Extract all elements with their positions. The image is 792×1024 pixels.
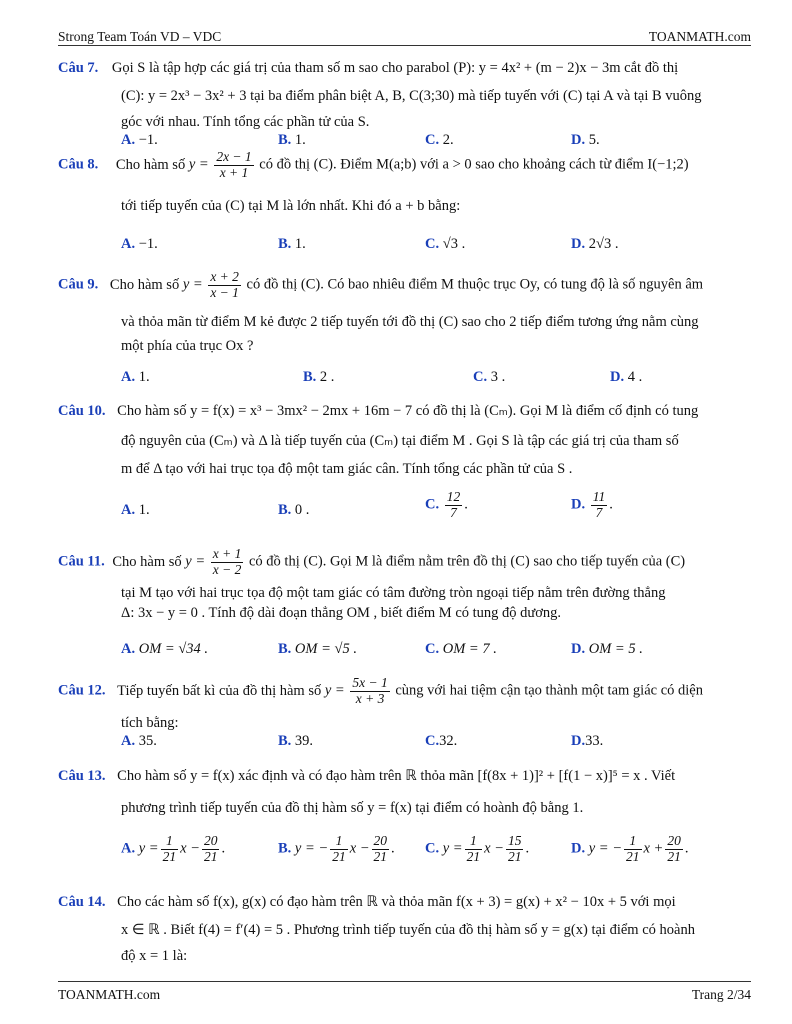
question-text: tại M tạo với hai trục tọa độ một tam giác có tâm đường tròn ngoại tiếp nằm trên đường thẳng — [121, 585, 666, 601]
option-a[interactable]: A. 1. — [121, 502, 150, 518]
option-b[interactable]: B. y = − $\frac{1}{21}$ x − $\frac{20}{21}$ . — [278, 833, 395, 864]
question-text: và thỏa mãn từ điểm M kẻ được 2 tiếp tuyến tới đồ thị (C) sao cho 2 tiếp điểm tương ứng nằm cùng — [121, 314, 699, 330]
option-d[interactable]: D. $\frac{11}{7}$ . — [571, 489, 613, 520]
option-d[interactable]: D. 5. — [571, 132, 600, 148]
option-d[interactable]: D. OM = 5 . — [571, 641, 643, 657]
option-d[interactable]: D. 4 . — [610, 369, 643, 385]
question-text: m để Δ tạo với hai trục tọa độ một tam giác cân. Tính tổng các phần tử của S . — [121, 461, 573, 477]
question-text: Cho hàm số y = f(x) = x³ − 3mx² − 2mx + 16m − 7 có đồ thị là (Cₘ). Gọi M là điểm cố định có tung — [117, 403, 699, 419]
option-c[interactable]: C.32. — [425, 733, 458, 749]
option-b[interactable]: B. 39. — [278, 733, 314, 749]
question-text: Cho hàm số y = f(x) xác định và có đạo hàm trên ℝ thỏa mãn [f(8x + 1)]² + [f(1 − x)]⁵ = x . Viết — [117, 768, 676, 784]
option-b[interactable]: B. 1. — [278, 236, 306, 252]
question-label: Câu 12. — [58, 682, 106, 699]
question-text: phương trình tiếp tuyến của đồ thị hàm số y = f(x) tại điểm có hoành độ bằng 1. — [121, 800, 584, 816]
option-a[interactable]: A. y = $\frac{1}{21}$ x − $\frac{20}{21}$ . — [121, 833, 226, 864]
question-text: một phía của trục Ox ? — [121, 338, 254, 354]
option-a[interactable]: A. −1. — [121, 132, 158, 148]
question-text: độ x = 1 là: — [121, 948, 188, 964]
option-c[interactable]: C. 2. — [425, 132, 454, 148]
question-label: Câu 7. — [58, 60, 99, 76]
option-c[interactable]: C. OM = 7 . — [425, 641, 497, 657]
question-text: Gọi S là tập hợp các giá trị của tham số m sao cho parabol (P): y = 4x² + (m − 2)x − 3m cắt đồ thị — [111, 60, 679, 76]
page-footer — [58, 981, 751, 1004]
page-header — [58, 27, 751, 46]
option-c[interactable]: C. 3 . — [473, 369, 506, 385]
question-text: Cho các hàm số f(x), g(x) có đạo hàm trên ℝ và thỏa mãn f(x + 3) = g(x) + x² − 10x + 5 với mọi — [117, 894, 676, 910]
question-label: Câu 8. — [58, 156, 99, 173]
option-a[interactable]: A. 35. — [121, 733, 157, 749]
fraction: $\frac{2x - 1}{x + 1}$ — [216, 149, 252, 180]
footer-left: TOANMATH.com — [58, 987, 161, 1002]
option-d[interactable]: D. 2√3 . — [571, 236, 619, 252]
question-text: góc với nhau. Tính tổng các phần tử của S. — [121, 114, 370, 130]
question-label: Câu 10. — [58, 403, 106, 419]
fraction: $\frac{5x - 1}{x + 3}$ — [352, 675, 388, 706]
page-number: Trang 2/34 — [691, 987, 751, 1002]
question-label: Câu 9. — [58, 276, 99, 293]
option-a[interactable]: A. 1. — [121, 369, 150, 385]
question-text: Δ: 3x − y = 0 . Tính độ dài đoạn thẳng OM , biết điểm M có tung độ dương. — [121, 605, 562, 621]
option-d[interactable]: D. y = − $\frac{1}{21}$ x + $\frac{20}{21}$ . — [571, 833, 689, 864]
option-d[interactable]: D.33. — [571, 733, 604, 749]
question-text: (C): y = 2x³ − 3x² + 3 tại ba điểm phân biệt A, B, C(3;30) mà tiếp tuyến với (C) tại A và tại B vuông — [121, 88, 702, 104]
option-b[interactable]: B. OM = √5 . — [278, 641, 357, 657]
question-label: Câu 14. — [58, 894, 106, 910]
option-c[interactable]: C. √3 . — [425, 236, 466, 252]
fraction: $\frac{x + 1}{x - 2}$ — [212, 546, 242, 577]
question-label: Câu 13. — [58, 768, 106, 784]
question-text: x ∈ ℝ . Biết f(4) = f′(4) = 5 . Phương trình tiếp tuyến của đồ thị hàm số y = g(x) tại điểm có hoành — [121, 922, 695, 938]
option-a[interactable]: A. OM = √34 . — [121, 641, 209, 657]
option-c[interactable]: C. y = $\frac{1}{21}$ x − $\frac{15}{21}$ . — [425, 833, 530, 864]
question-text: tích bằng: — [121, 715, 179, 731]
header-left: Strong Team Toán VD – VDC — [58, 29, 222, 44]
option-b[interactable]: B. 2 . — [303, 369, 335, 385]
option-c[interactable]: C. $\frac{12}{7}$ . — [425, 489, 468, 520]
header-right: TOANMATH.com — [648, 29, 751, 44]
question-text: tới tiếp tuyến của (C) tại M là lớn nhất. Khi đó a + b bằng: — [121, 198, 461, 214]
question-label: Câu 11. — [58, 553, 105, 570]
option-b[interactable]: B. 1. — [278, 132, 306, 148]
option-a[interactable]: A. −1. — [121, 236, 158, 252]
option-b[interactable]: B. 0 . — [278, 502, 310, 518]
fraction: $\frac{x + 2}{x - 1}$ — [210, 269, 239, 300]
question-text: độ nguyên của (Cₘ) và Δ là tiếp tuyến của (Cₘ) tại điểm M . Gọi S là tập các giá trị của tham số — [121, 433, 679, 449]
